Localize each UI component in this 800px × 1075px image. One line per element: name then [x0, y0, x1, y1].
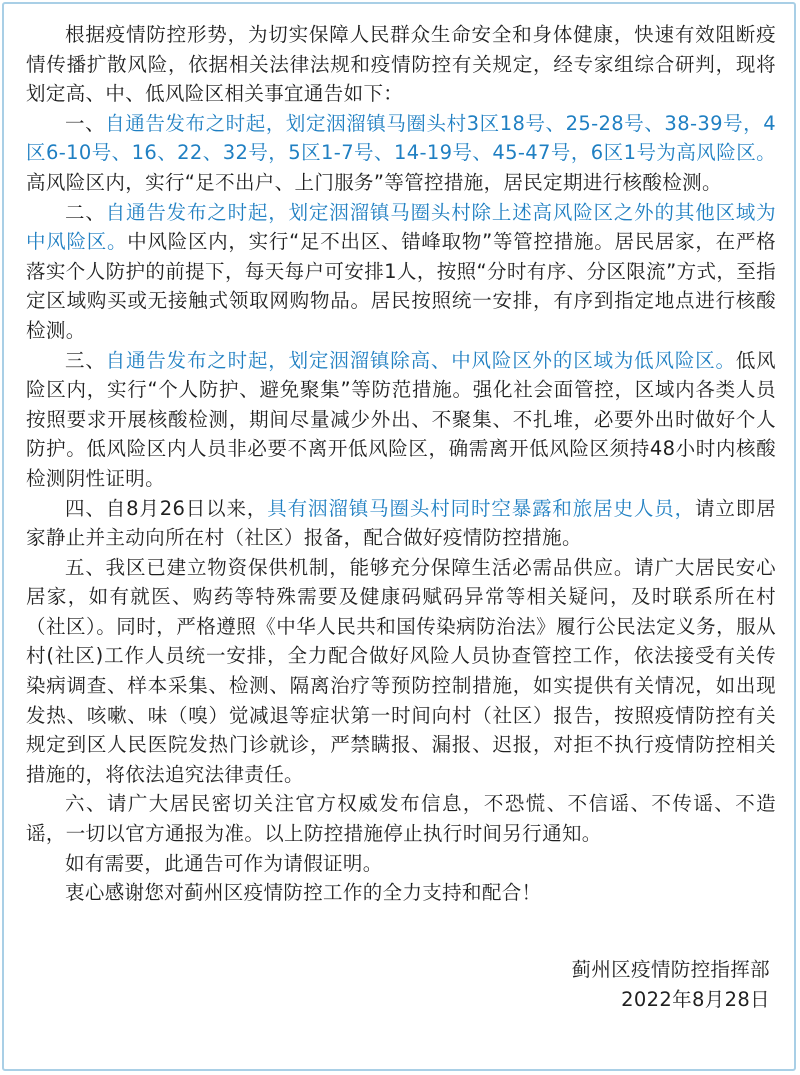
item-2-paragraph — [26, 198, 776, 346]
item-5-paragraph: 五、我区已建立物资保供机制，能够充分保障生活必需品供应。请广大居民安心居家，如有就医、购药等特殊需要及健康码赋码异常等相关疑问，及时联系所在村（社区）。同时，严格遵照《中华人民共和国传染病防治法》履行公民法定义务，服从村(社区)工作人员统一安排，全力配合做好风险人员协查管控工作，依法接受有关传染病调查、样本采集、检测、隔离治疗等预防控制措施，如实提供有关情况，如出现发热、咳嗽、味（嗅）觉减退等症状第一时间向村（社区）报告，按照疫情防控有关规定到区人民医院发热门诊就诊，严禁瞒报、漏报、迟报，对拒不执行疫情防控相关措施的，将依法追究法律责任。 — [26, 555, 776, 786]
item-1-rest: 高风险区内，实行“足不出户、上门服务”等管控措施，居民定期进行核酸检测。 — [26, 170, 722, 194]
item-1-prefix: 一、 — [65, 111, 106, 135]
item-3-rest: 低风险区内，实行“个人防护、避免聚集”等防范措施。强化社会面管控，区域内各类人员按照要求开展核酸检测，期间尽量减少外出、不聚集、不扎堆，必要外出时做好个人防护。低风险区内人员非必要不离开低风险区，确需离开低风险区须持48小时内核酸检测阴性证明。 — [26, 348, 776, 490]
item-3-prefix: 三、 — [65, 348, 106, 372]
item-3-highlight: 自通告发布之时起，划定洇溜镇除高、中风险区外的区域为低风险区。 — [105, 348, 736, 372]
item-6-paragraph: 六、请广大居民密切关注官方权威发布信息，不恐慌、不信谣、不传谣、不造谣，一切以官方通报为准。以上防控措施停止执行时间另行通知。 — [26, 792, 776, 846]
item-3-paragraph — [26, 346, 776, 494]
notice-body — [26, 20, 776, 908]
intro-paragraph: 根据疫情防控形势，为切实保障人民群众生命安全和身体健康，快速有效阻断疫情传播扩散风险，依据相关法律法规和疫情防控有关规定，经专家组综合研判，现将划定高、中、低风险区相关事宜通告如下： — [26, 23, 776, 106]
issue-date: 2022年8月28日 — [621, 987, 770, 1011]
item-4-highlight: 具有洇溜镇马圈头村同时空暴露和旅居史人员， — [267, 496, 696, 520]
signature-block — [571, 955, 770, 1014]
item-1-paragraph — [26, 109, 776, 198]
item-1-highlight: 自通告发布之时起，划定洇溜镇马圈头村3区18号、25-28号、38-39号，4区6-10号、16、22、32号，5区1-7号、14-19号、45-47号，6区1号为高风险区。 — [26, 111, 776, 165]
item-4-prefix: 四、自8月26日以来， — [65, 496, 268, 520]
item-2-prefix: 二、 — [65, 200, 106, 224]
thanks-line: 衷心感谢您对蓟州区疫情防控工作的全力支持和配合！ — [65, 881, 542, 905]
item-4-paragraph — [26, 494, 776, 553]
leave-note: 如有需要，此通告可作为请假证明。 — [65, 851, 383, 875]
item-2-highlight: 自通告发布之时起，划定洇溜镇马圈头村除上述高风险区之外的其他区域为中风险区。 — [26, 200, 776, 254]
item-2-rest: 中风险区内，实行“足不出区、错峰取物”等管控措施。居民居家，在严格落实个人防护的前提下，每天每户可安排1人，按照“分时有序、分区限流”方式，至指定区域购买或无接触式领取网购物品。居民按照统一安排，有序到指定地点进行核酸检测。 — [26, 230, 776, 342]
item-4-rest: 请立即居家静止并主动向所在村（社区）报备，配合做好疫情防控措施。 — [26, 496, 776, 550]
issuer-name: 蓟州区疫情防控指挥部 — [571, 958, 770, 981]
